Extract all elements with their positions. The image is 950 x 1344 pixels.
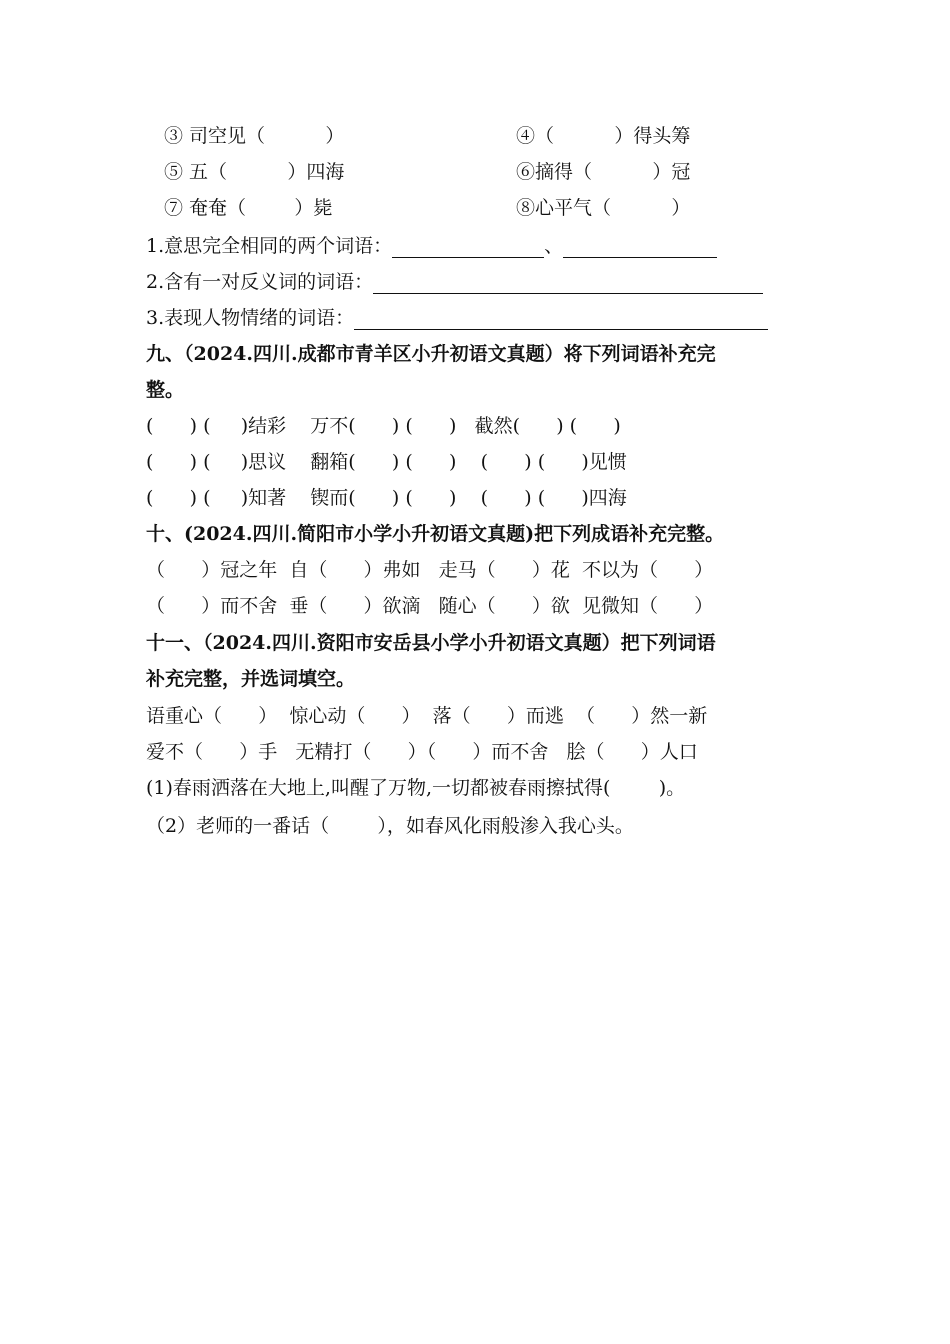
question-11-sentence-1: (1)春雨洒落在大地上,叫醒了万物,一切都被春雨擦拭得( )。 <box>146 777 686 799</box>
subquestion-3 <box>146 306 768 330</box>
question-10-heading: 十、(2024.四川.简阳市小学小升初语文真题)把下列成语补充完整。 <box>146 523 725 545</box>
question-11-sentence-2: （2）老师的一番话（ ），如春风化雨般渗入我心头。 <box>146 815 634 837</box>
question-9-heading-line1: 九、（2024.四川.成都市青羊区小升初语文真题）将下列词语补充完 <box>146 343 716 365</box>
subquestion-1-text: 1.意思完全相同的两个词语： <box>146 235 393 257</box>
idiom-item-7: ⑦ 奄奄（ ）毙 <box>164 197 333 219</box>
answer-line[interactable] <box>563 237 717 258</box>
answer-line[interactable] <box>392 237 544 258</box>
subquestion-2-text: 2.含有一对反义词的词语： <box>146 271 374 293</box>
subquestion-1 <box>146 234 717 258</box>
idiom-item-5: ⑤ 五（ ）四海 <box>164 161 345 183</box>
question-9-row-2: ( ) ( )思议 翻箱( ) ( ) ( ) ( )见惯 <box>146 451 627 473</box>
subquestion-2 <box>146 270 763 294</box>
idiom-item-8: ⑧心平气（ ） <box>516 197 691 219</box>
question-11-row-1: 语重心（ ） 惊心动（ ） 落（ ）而逃 （ ）然一新 <box>146 705 708 727</box>
idiom-item-3: ③ 司空见（ ） <box>164 125 345 147</box>
question-11-row-2: 爱不（ ）手 无精打（ ）（ ）而不舍 脍（ ）人口 <box>146 741 698 763</box>
separator: 、 <box>544 235 564 257</box>
question-9-heading-line2: 整。 <box>146 379 185 401</box>
question-11-heading-line1: 十一、（2024.四川.资阳市安岳县小学小升初语文真题）把下列词语 <box>146 632 716 654</box>
question-9-row-1: ( ) ( )结彩 万不( ) ( ) 截然( ) ( ) <box>146 415 621 437</box>
question-10-row-1: （ ）冠之年 自（ ）弗如 走马（ ）花 不以为（ ） <box>146 559 714 581</box>
question-10-row-2: （ ）而不舍 垂（ ）欲滴 随心（ ）欲 见微知（ ） <box>146 595 714 617</box>
answer-line[interactable] <box>373 273 763 294</box>
question-11-heading-line2: 补充完整，并选词填空。 <box>146 668 356 690</box>
idiom-item-6: ⑥摘得（ ）冠 <box>516 161 691 183</box>
question-9-row-3: ( ) ( )知著 锲而( ) ( ) ( ) ( )四海 <box>146 487 627 509</box>
idiom-item-4: ④（ ）得头筹 <box>516 125 691 147</box>
answer-line[interactable] <box>354 309 768 330</box>
subquestion-3-text: 3.表现人物情绪的词语： <box>146 307 355 329</box>
